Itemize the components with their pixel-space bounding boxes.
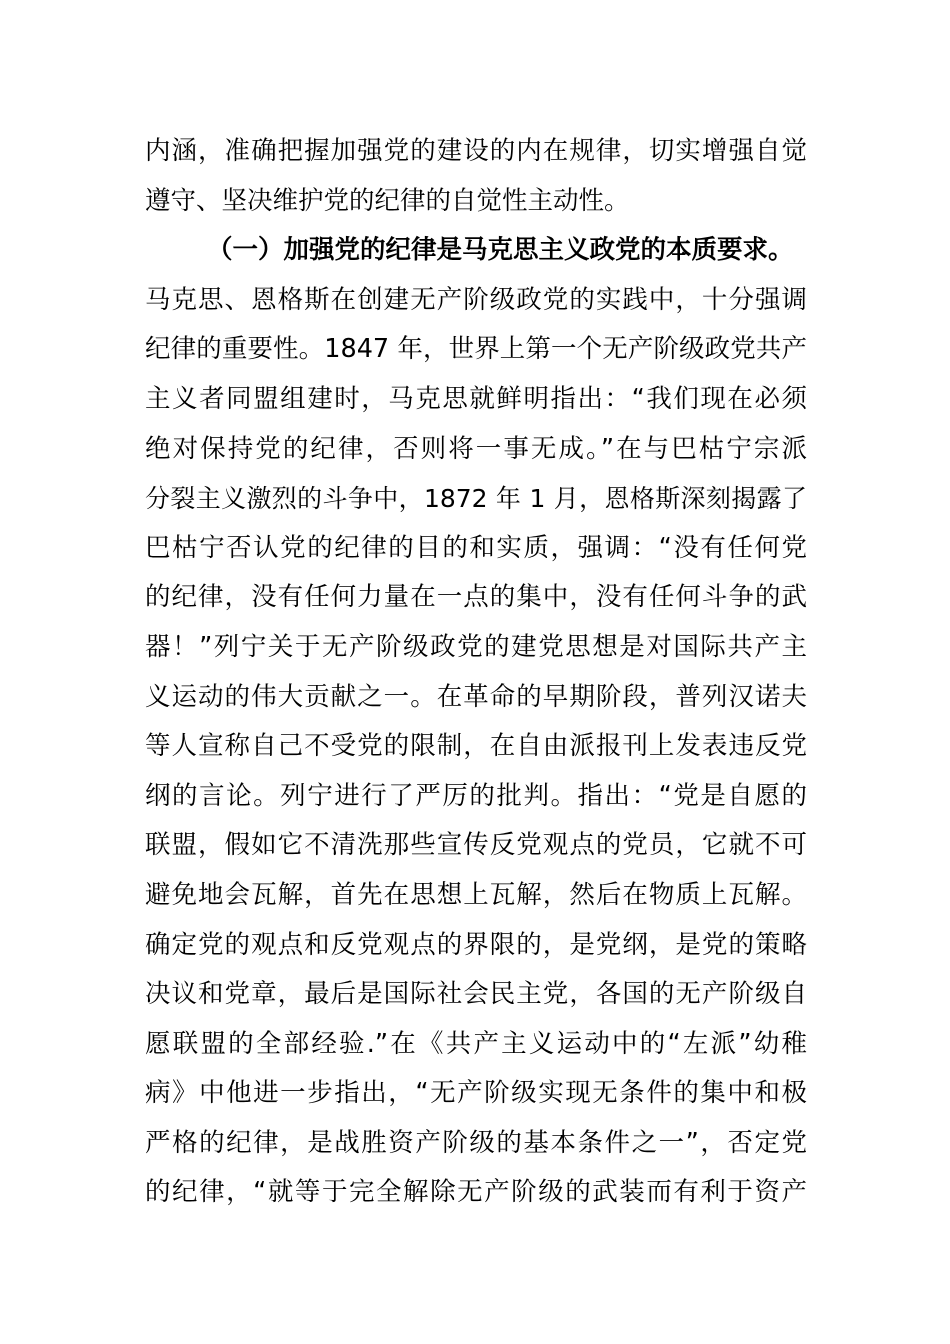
text-line: 愿联盟的全部经验.”在《共产主义运动中的“左派”幼稚 [145, 1028, 807, 1059]
text-line: 避免地会瓦解，首先在思想上瓦解，然后在物质上瓦解。 [145, 879, 807, 910]
text-line: 器！”列宁关于无产阶级政党的建党思想是对国际共产主 [145, 631, 807, 662]
text-line: 主义者同盟组建时，马克思就鲜明指出：“我们现在必须 [145, 383, 807, 414]
text-line: 分裂主义激烈的斗争中，1872 年 1 月，恩格斯深刻揭露了 [145, 484, 807, 514]
text-line: 绝对保持党的纪律，否则将一事无成。”在与巴枯宁宗派 [145, 433, 807, 464]
text-line: 联盟，假如它不清洗那些宣传反党观点的党员，它就不可 [145, 830, 807, 861]
section-heading: （一）加强党的纪律是马克思主义政党的本质要求。 [207, 235, 794, 266]
text-line: 纪律的重要性。1847 年，世界上第一个无产阶级政党共产 [145, 334, 807, 365]
text-line: 等人宣称自己不受党的限制，在自由派报刊上发表违反党 [145, 731, 807, 762]
text-line: 决议和党章，最后是国际社会民主党，各国的无产阶级自 [145, 979, 807, 1010]
text-line: 义运动的伟大贡献之一。在革命的早期阶段，普列汉诺夫 [145, 681, 807, 712]
text-line: 严格的纪律，是战胜资产阶级的基本条件之一”，否定党 [145, 1127, 807, 1158]
text-line: 内涵，准确把握加强党的建设的内在规律，切实增强自觉 [145, 136, 807, 166]
body-text [145, 127, 807, 1218]
text-line: 确定党的观点和反党观点的界限的，是党纲，是党的策略 [145, 929, 807, 960]
text-line: 纲的言论。列宁进行了严厉的批判。指出：“党是自愿的 [145, 780, 807, 811]
text-line: 遵守、坚决维护党的纪律的自觉性主动性。 [145, 185, 630, 216]
text-line: 的纪律，没有任何力量在一点的集中，没有任何斗争的武 [145, 582, 807, 613]
text-line: 病》中他进一步指出，“无产阶级实现无条件的集中和极 [145, 1078, 807, 1109]
text-line: 马克思、恩格斯在创建无产阶级政党的实践中，十分强调 [145, 284, 807, 315]
text-line: 巴枯宁否认党的纪律的目的和实质，强调：“没有任何党 [145, 532, 807, 563]
text-line: 的纪律，“就等于完全解除无产阶级的武装而有利于资产 [145, 1177, 807, 1208]
